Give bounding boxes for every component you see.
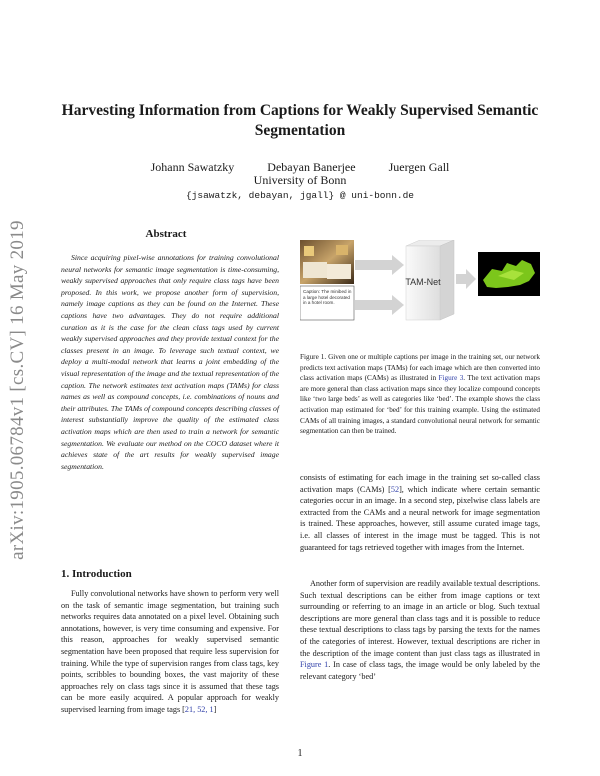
caption-text: Figure 1. Given one or multiple captions per image in the training set, our network predicts text activation maps (TAMs) for each image which are then converted into class activation maps (CAMs) as illustrated in <box>300 353 540 383</box>
paragraph-text: Another form of supervision are readily available textual descriptions. Such textual descriptions can be either from image captions or text surrounding or referring to an image in an article or blog. Such textual descriptions are more general than class tags and it is possible to reduce these textual descriptions to class tags by parsing the texts for the names of the categories of interest. However, textual descriptions are richer in the description of the image content than just class tags as illustrated in <box>300 579 540 658</box>
class-activation-map <box>478 252 540 296</box>
tam-net-label: TAM-Net <box>405 277 441 287</box>
arxiv-id-text: arXiv:1905.06784v1 [cs.CV] 16 May 2019 <box>7 220 28 560</box>
author-name: Juergen Gall <box>388 160 450 174</box>
figure-reference-link[interactable]: Figure 3 <box>438 374 464 383</box>
hotel-room-photo <box>300 240 354 284</box>
paper-title: Harvesting Information from Captions for Weakly Supervised Semantic Segmentation <box>61 102 539 139</box>
arrow-caption-to-net <box>355 295 404 315</box>
caption-text-end: . The text activation maps are more general than class activation maps since they localize compound concepts like ‘two large beds’ as well as categories like ‘bed’. The example shows the class activation map estimated for ‘bed’ for this training example. Using the estimated CAMs of all training images, a standard convolutional neural network for semantic segmentation can then be trained. <box>300 374 541 436</box>
figure-1 <box>300 240 540 322</box>
paragraph-text: . In case of class tags, the image would be only labeled by the relevant category ‘bed’ <box>300 660 540 681</box>
abstract-heading: Abstract <box>145 228 187 240</box>
intro-text: Fully convolutional networks have shown to perform very well on the task of semantic image segmentation, but training such networks requires data annotated on a pixel level. Obtaining such annotations, however, is very time consuming and expensive. For this reason, approaches for weakly supervised semantic segmentation have been proposed that require less supervision for training. While the type of supervision ranges from class tags, key points, scribbles to bounding boxes, the vast majority of these approaches rely on class tags since it is assumed that these tags can be more easily acquired. A popular approach for weakly supervised learning from image tags [ <box>61 589 279 714</box>
author-emails: {jsawatzk, debayan, jgall} @ uni-bonn.de <box>185 190 415 201</box>
abstract-text: Since acquiring pixel-wise annotations for training convolutional neural networks for semantic image segmentation is time-consuming, weakly supervised approaches that only require class tags have been proposed. In this work, we propose another form of supervision, namely image captions as they can be found on the Internet. These captions have two advantages. They do not require additional curation as it is the case for the clean class tags used by current weakly supervised approaches and they provide textual context for the classes present in an image. To leverage such textual context, we deploy a multi-modal network that learns a joint embedding of the visual representation of the image and the textual representation of the caption. The network estimates text activation maps (TAMs) for class names as well as compound concepts, i.e. combinations of nouns and their attributes. The TAMs of compound concepts describing classes of interest substantially improve the quality of the estimated class activation maps which are then used to train a network for semantic segmentation. We evaluate our method on the COCO dataset where it achieves state of the art results for weakly supervised image segmentation. <box>61 253 279 471</box>
citation-link[interactable]: 21, 52, 1 <box>184 704 214 714</box>
intro-paragraph <box>61 588 279 716</box>
figure-1-caption <box>300 352 540 437</box>
section-heading-introduction: 1. Introduction <box>61 568 132 580</box>
citation-link[interactable]: 52 <box>390 484 400 494</box>
paragraph-text: ], which indicate where certain semantic categories occur in an image. In a second step, pixelwise class labels are extracted from the CAMs and a neural network for image segmentation is trained. These approaches, however, still assume curated image tags, i.e. all classes of interest in the image must be tagged. This is not guaranteed for tags retrieved together with images from the Internet. <box>300 484 540 552</box>
author-name: Johann Sawatzky <box>150 160 235 174</box>
right-column-paragraph <box>300 472 540 553</box>
page-number: 1 <box>297 748 303 759</box>
right-column-paragraph <box>300 578 540 682</box>
affiliation: University of Bonn <box>253 173 347 187</box>
intro-text-end: ] <box>213 704 217 714</box>
figure-caption-box-text: Caption: The minibed in a large hotel decorated in a hotel room. <box>303 289 352 306</box>
author-name: Debayan Banerjee <box>267 160 356 174</box>
arrow-image-to-net <box>355 255 404 275</box>
arrow-net-to-map <box>456 269 476 289</box>
paragraph-text: consists of estimating for each image in the training set so-called class activation maps (CAMs) [ <box>300 473 540 494</box>
figure-reference-link[interactable]: Figure 1 <box>300 660 329 670</box>
arxiv-identifier <box>5 200 31 580</box>
